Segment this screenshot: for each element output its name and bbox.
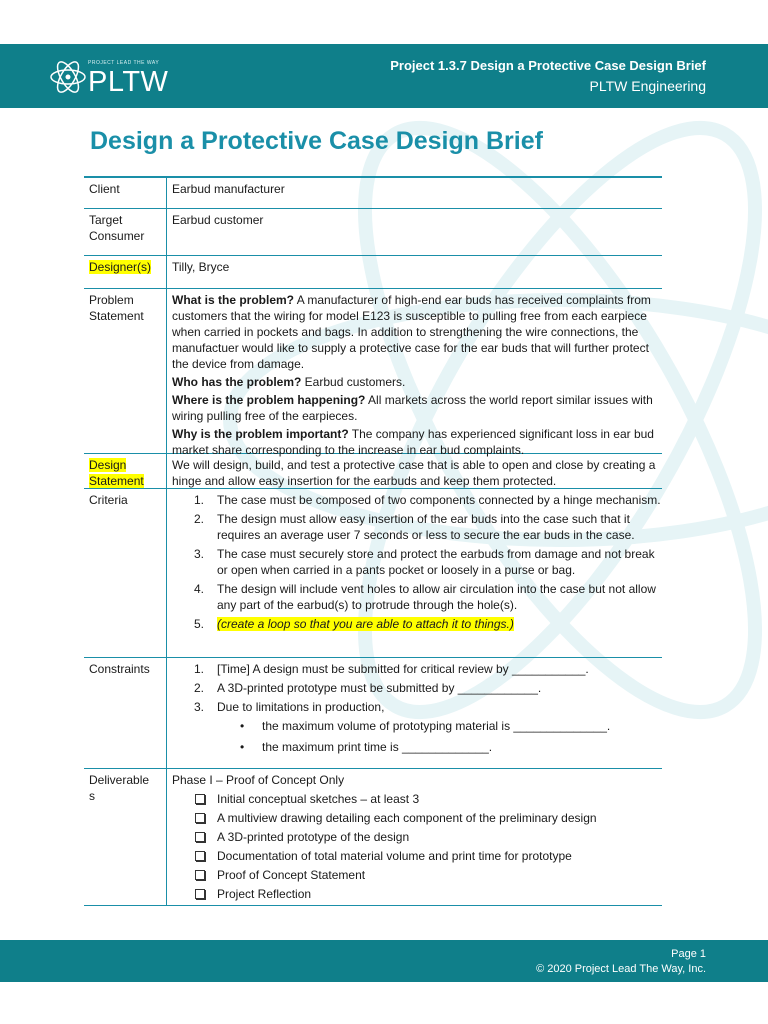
- list-item: [172, 492, 662, 508]
- question-who: Who has the problem?: [172, 375, 302, 389]
- list-item: [172, 546, 662, 578]
- problem-what: [172, 292, 662, 372]
- row-criteria: [84, 488, 662, 657]
- target-label: Target Consumer: [84, 209, 167, 255]
- constraints-list: [172, 661, 662, 715]
- item-text: Documentation of total material volume and print time for prototype: [217, 849, 572, 863]
- logo-tagline: PROJECT LEAD THE WAY: [88, 60, 160, 66]
- checkbox-icon: [195, 889, 205, 899]
- item-number: 1.: [194, 662, 205, 676]
- client-label: Client: [84, 178, 167, 208]
- question-why: Why is the problem important?: [172, 427, 349, 441]
- row-design-statement: [84, 453, 662, 488]
- question-what: What is the problem?: [172, 293, 295, 307]
- list-item: [172, 616, 662, 632]
- item-number: 3.: [194, 700, 205, 714]
- designers-value: Tilly, Bryce: [172, 260, 230, 274]
- item-text: [Time] A design must be submitted for critical review by ___________.: [217, 662, 589, 676]
- design-label-1: Design: [89, 458, 127, 472]
- problem-label: Problem Statement: [84, 289, 167, 453]
- checklist-item: [172, 867, 662, 883]
- checkbox-icon: [195, 870, 205, 880]
- item-number: 2.: [194, 512, 205, 526]
- design-label-2: Statement: [89, 474, 144, 488]
- header-band: [0, 44, 768, 108]
- item-number: 4.: [194, 582, 205, 596]
- footer-band: [0, 940, 768, 982]
- list-item: [172, 511, 662, 543]
- pltw-logo: [48, 54, 178, 100]
- deliverables-label-1: Deliverable: [89, 773, 150, 787]
- answer-what: A manufacturer of high-end ear buds has received complaints from customers that the wiring for model E123 is susceptible to pulling free from each earpiece when carried in pockets and bags. In addition to strengthening the wire connections, the manufactuer would like to supply a protective case for the ear buds that will further protect the device from damage.: [172, 293, 651, 371]
- list-item: [172, 581, 662, 613]
- problem-where: [172, 392, 662, 424]
- checklist-item: [172, 810, 662, 826]
- item-text: The design will include vent holes to allow air circulation into the case but not allow any part of the earbud(s) to protrude through the hole(s).: [217, 582, 656, 612]
- item-text: Proof of Concept Statement: [217, 868, 366, 882]
- deliverables-label-cell: [84, 769, 167, 905]
- checklist-item: [172, 829, 662, 845]
- item-number: 2.: [194, 681, 205, 695]
- row-client: [84, 176, 662, 208]
- designers-label-cell: [84, 256, 167, 288]
- problem-who: [172, 374, 662, 390]
- item-text: A 3D-printed prototype of the design: [217, 830, 410, 844]
- header-title: Project 1.3.7 Design a Protective Case Design Brief: [390, 58, 706, 73]
- list-item: [172, 699, 662, 715]
- list-item: [172, 680, 662, 696]
- client-value: Earbud manufacturer: [172, 182, 285, 196]
- row-constraints: [84, 657, 662, 768]
- problem-value: [167, 289, 662, 457]
- checklist-item: [172, 886, 662, 902]
- item-number: 5.: [194, 617, 205, 631]
- item-text: The case must be composed of two components connected by a hinge mechanism.: [217, 493, 661, 507]
- criteria-label: Criteria: [84, 489, 167, 657]
- answer-who: Earbud customers.: [301, 375, 406, 389]
- list-item: [172, 661, 662, 677]
- answer-why: The company has experienced significant loss in ear bud market share corresponding to the increase in ear bud complaints.: [172, 427, 654, 457]
- checkbox-icon: [195, 832, 205, 842]
- answer-where: All markets across the world report similar issues with wiring pulling free of the earpieces.: [172, 393, 653, 423]
- design-label-cell: [84, 454, 167, 488]
- deliverables-phase: Phase I – Proof of Concept Only: [172, 773, 345, 787]
- deliverables-label-2: s: [89, 789, 95, 803]
- item-text: the maximum volume of prototyping material is ______________.: [262, 719, 611, 733]
- logo-wordmark: PLTW: [88, 66, 169, 98]
- design-value: We will design, build, and test a protective case that is able to open and close by creating a hinge and allow easy insertion for the earbuds and keep them protected.: [172, 458, 656, 488]
- bullet: •: [240, 719, 245, 733]
- deliverables-value: [167, 769, 662, 905]
- atom-logo-icon: [48, 57, 88, 97]
- question-where: Where is the problem happening?: [172, 393, 366, 407]
- item-text: The design must allow easy insertion of the ear buds into the case such that it requires an average user 7 seconds or less to secure the ear buds in the case.: [217, 512, 635, 542]
- document-title: Design a Protective Case Design Brief: [90, 127, 543, 155]
- checklist-item: [172, 791, 662, 807]
- row-problem-statement: [84, 288, 662, 457]
- item-text: A multiview drawing detailing each component of the preliminary design: [217, 811, 597, 825]
- designers-label: Designer(s): [89, 260, 152, 274]
- item-number: 3.: [194, 547, 205, 561]
- constraints-value: [167, 658, 662, 768]
- checkbox-icon: [195, 851, 205, 861]
- item-text: Initial conceptual sketches – at least 3: [217, 792, 420, 806]
- row-target-consumer: [84, 208, 662, 255]
- criteria-list: [172, 492, 662, 632]
- list-item: [172, 739, 662, 755]
- item-text: A 3D-printed prototype must be submitted by ____________.: [217, 681, 542, 695]
- item-text: the maximum print time is _____________.: [262, 740, 493, 754]
- header-subtitle: PLTW Engineering: [589, 78, 706, 94]
- bullet: •: [240, 740, 245, 754]
- constraints-sublist: [172, 718, 662, 755]
- deliverables-checklist: [172, 791, 662, 902]
- checkbox-icon: [195, 813, 205, 823]
- checkbox-icon: [195, 794, 205, 804]
- item-text-highlighted: (create a loop so that you are able to attach it to things.): [217, 617, 514, 631]
- copyright: © 2020 Project Lead The Way, Inc.: [536, 963, 706, 975]
- constraints-label: Constraints: [84, 658, 167, 768]
- target-value: Earbud customer: [172, 213, 264, 227]
- item-text: Due to limitations in production,: [217, 700, 385, 714]
- item-text: The case must securely store and protect the earbuds from damage and not break or open when carried in a pants pocket or loosely in a purse or bag.: [217, 547, 655, 577]
- page-number: Page 1: [671, 948, 706, 960]
- item-text: Project Reflection: [217, 887, 312, 901]
- row-deliverables: [84, 768, 662, 906]
- list-item: [172, 718, 662, 734]
- criteria-value: [167, 489, 662, 657]
- item-number: 1.: [194, 493, 205, 507]
- checklist-item: [172, 848, 662, 864]
- design-brief-table: [84, 176, 662, 906]
- row-designers: [84, 255, 662, 288]
